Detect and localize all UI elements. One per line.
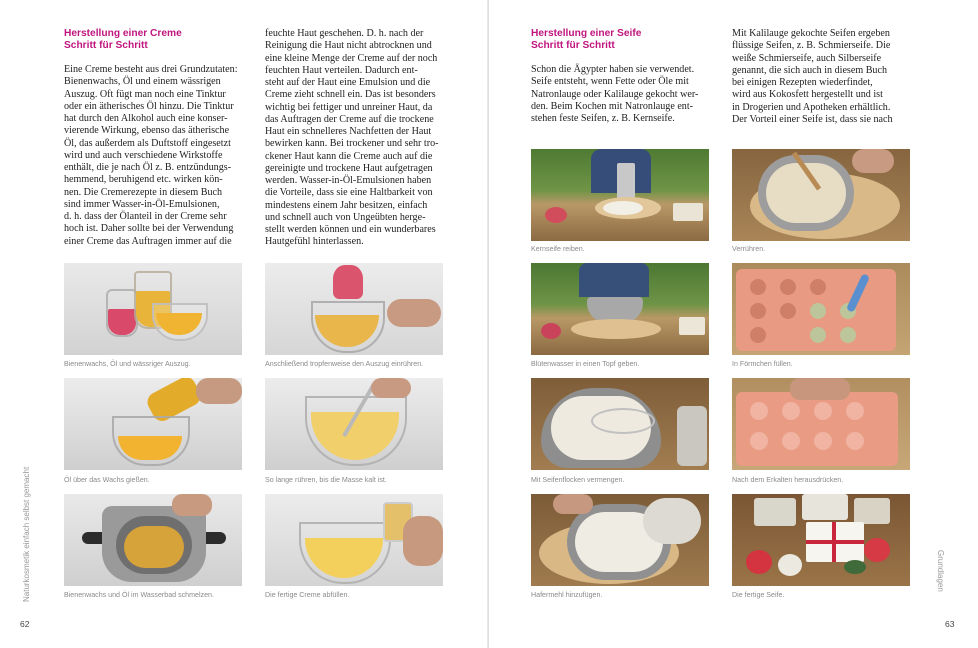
photo-pour-oil	[64, 378, 242, 470]
photo-grate-soap	[531, 149, 709, 241]
text-line: Creme zieht schnell ein. Das ist besonders	[265, 89, 436, 101]
text-line: enthält, die je nach Öl z. B. entzündungs-	[64, 162, 232, 173]
page-number-right: 63	[945, 619, 955, 629]
seife-heading-line-2: Schritt für Schritt	[531, 40, 615, 51]
caption-drop-extract: Anschließend tropfenweise den Auszug einrühren.	[265, 360, 424, 368]
text-line: eine kleine Menge der Creme auf der noch	[265, 52, 438, 64]
photo-stir-cream	[265, 378, 443, 470]
creme-heading-line-1: Herstellung einer Creme	[64, 28, 182, 39]
text-line: Mit Kalilauge gekochte Seifen ergeben	[732, 28, 890, 39]
caption-fill-cream: Die fertige Creme abfüllen.	[265, 591, 350, 599]
text-line: werden. Wasser-in-Öl-Emulsionen haben	[265, 175, 432, 186]
photo-fill-moulds	[732, 263, 910, 355]
photo-water-bath	[64, 494, 242, 586]
running-head-right: Grundlagen	[936, 550, 945, 592]
text-line: genannt, die sich auch in diesem Buch	[732, 64, 888, 76]
text-line: die Vorteile, dass sie eine Haltbarkeit von	[265, 187, 433, 199]
photo-fill-cream	[265, 494, 443, 586]
text-line: weiße Schmierseife, auch Silberseife	[732, 52, 882, 64]
text-line: hemmend, beruhigend etc. wirken kön-	[64, 174, 223, 186]
right-page	[489, 0, 978, 648]
caption-water-bath: Bienenwachs und Öl im Wasserbad schmelzen.	[64, 591, 214, 599]
text-line: wird aus Kokosfett hergestellt und ist	[732, 89, 883, 101]
text-line: Eine Creme besteht aus drei Grundzutaten:	[64, 64, 238, 75]
text-line: bewirken kann. Bei trockener und sehr tro-	[265, 138, 439, 150]
seife-heading	[531, 28, 641, 52]
text-line: stehen feste Seifen, z. B. Kernseife.	[531, 113, 675, 124]
text-line: hoch ist. Daher sollte bei der Verwendung	[64, 223, 234, 235]
text-line: gereinigte und trockene Haut aufgetragen	[265, 162, 433, 174]
photo-flower-water	[531, 263, 709, 355]
text-line: flüssige Seifen, z. B. Schmierseife. Die	[732, 40, 891, 52]
text-line: und schnell auch von Ungeübten herge-	[265, 211, 426, 223]
caption-press-out: Nach dem Erkalten herausdrücken.	[732, 476, 844, 484]
text-line: Schon die Ägypter haben sie verwendet.	[531, 64, 695, 75]
caption-flower-water: Blütenwasser in einen Topf geben.	[531, 360, 640, 368]
text-line: hat durch den Alkohol auch eine konser-	[64, 113, 228, 124]
creme-text-column-1	[64, 64, 238, 248]
text-line: mindestens einem Jahr besitzen, einfach	[265, 199, 428, 211]
text-line: bei einigen Rezepten wiederfindet,	[732, 77, 873, 88]
caption-stir-soap: Verrühren.	[732, 245, 766, 253]
text-line: Bienenwachs, Öl und einem wässrigen	[64, 76, 221, 88]
text-line: Seife entsteht, wenn Fette oder Öle mit	[531, 76, 689, 88]
text-line: Reinigung die Haut nicht abtrocknen und	[265, 40, 432, 52]
text-line: Haut ein schnelleres Nachfetten der Haut	[265, 126, 432, 137]
text-line: vierende Wirkung, ebenso das ätherische	[64, 125, 230, 137]
caption-pour-oil: Öl über das Wachs gießen.	[64, 476, 150, 484]
photo-stir-soap	[732, 149, 910, 241]
seife-text-column-2	[732, 28, 893, 126]
text-line: wird und auch verschiedene Wirkstoffe	[64, 149, 223, 161]
text-line: wichtig bei fettiger und unreiner Haut, da	[265, 101, 433, 113]
photo-press-out	[732, 378, 910, 470]
text-line: d. h. dass der Ölanteil in der Creme sehr	[64, 211, 227, 222]
creme-heading	[64, 28, 182, 52]
text-line: einer Creme das Auftragen immer auf die	[64, 235, 232, 247]
text-line: stellt werden können und ein wunderbares	[265, 224, 436, 235]
caption-grate-soap: Kernseife reiben.	[531, 245, 585, 253]
text-line: das Auftragen der Creme auf die trockene	[265, 113, 434, 125]
text-line: Auszug. Oft fügt man noch eine Tinktur	[64, 88, 226, 100]
running-head-left: Naturkosmetik einfach selbst gemacht	[22, 466, 31, 602]
photo-ingredients	[64, 263, 242, 355]
seife-heading-line-1: Herstellung einer Seife	[531, 28, 642, 39]
text-line: Hautgefühl hinterlassen.	[265, 236, 364, 248]
caption-ingredients: Bienenwachs, Öl und wässriger Auszug.	[64, 360, 191, 368]
text-line: feuchte Haut geschehen. D. h. nach der	[265, 28, 424, 39]
text-line: oder ein ätherisches Öl hinzu. Die Tinktur	[64, 100, 234, 112]
text-line: Natronlauge oder Kalilauge gekocht wer-	[531, 88, 699, 100]
text-line: nen. Die Cremerezepte in diesem Buch	[64, 186, 223, 198]
page-number-left: 62	[20, 619, 30, 629]
caption-fill-moulds: In Förmchen füllen.	[732, 360, 793, 368]
text-line: in Drogerien und Apotheken erhältlich.	[732, 101, 891, 113]
photo-oat-flour	[531, 494, 709, 586]
text-line: den. Beim Kochen mit Natronlauge ent-	[531, 100, 694, 112]
creme-text-column-2	[265, 28, 439, 249]
caption-finished-soap: Die fertige Seife.	[732, 591, 785, 599]
seife-text-column-1	[531, 64, 698, 125]
photo-finished-soap	[732, 494, 910, 586]
caption-soap-flakes: Mit Seifenflocken vermengen.	[531, 476, 625, 484]
text-line: steht auf der Haut eine Emulsion und die	[265, 77, 431, 88]
caption-oat-flour: Hafermehl hinzufügen.	[531, 591, 603, 599]
photo-drop-extract	[265, 263, 443, 355]
text-line: ckener Haut kann die Creme auch auf die	[265, 150, 433, 162]
text-line: feuchten Haut verteilen. Dadurch ent-	[265, 64, 418, 76]
text-line: Der Vorteil einer Seife ist, dass sie nach	[732, 113, 893, 125]
text-line: sind immer Wasser-in-Öl-Emulsionen,	[64, 198, 220, 210]
creme-heading-line-2: Schritt für Schritt	[64, 40, 148, 51]
photo-soap-flakes	[531, 378, 709, 470]
text-line: Öl, das außerdem als Duftstoff eingesetzt	[64, 137, 231, 149]
caption-stir-cream: So lange rühren, bis die Masse kalt ist.	[265, 476, 387, 484]
